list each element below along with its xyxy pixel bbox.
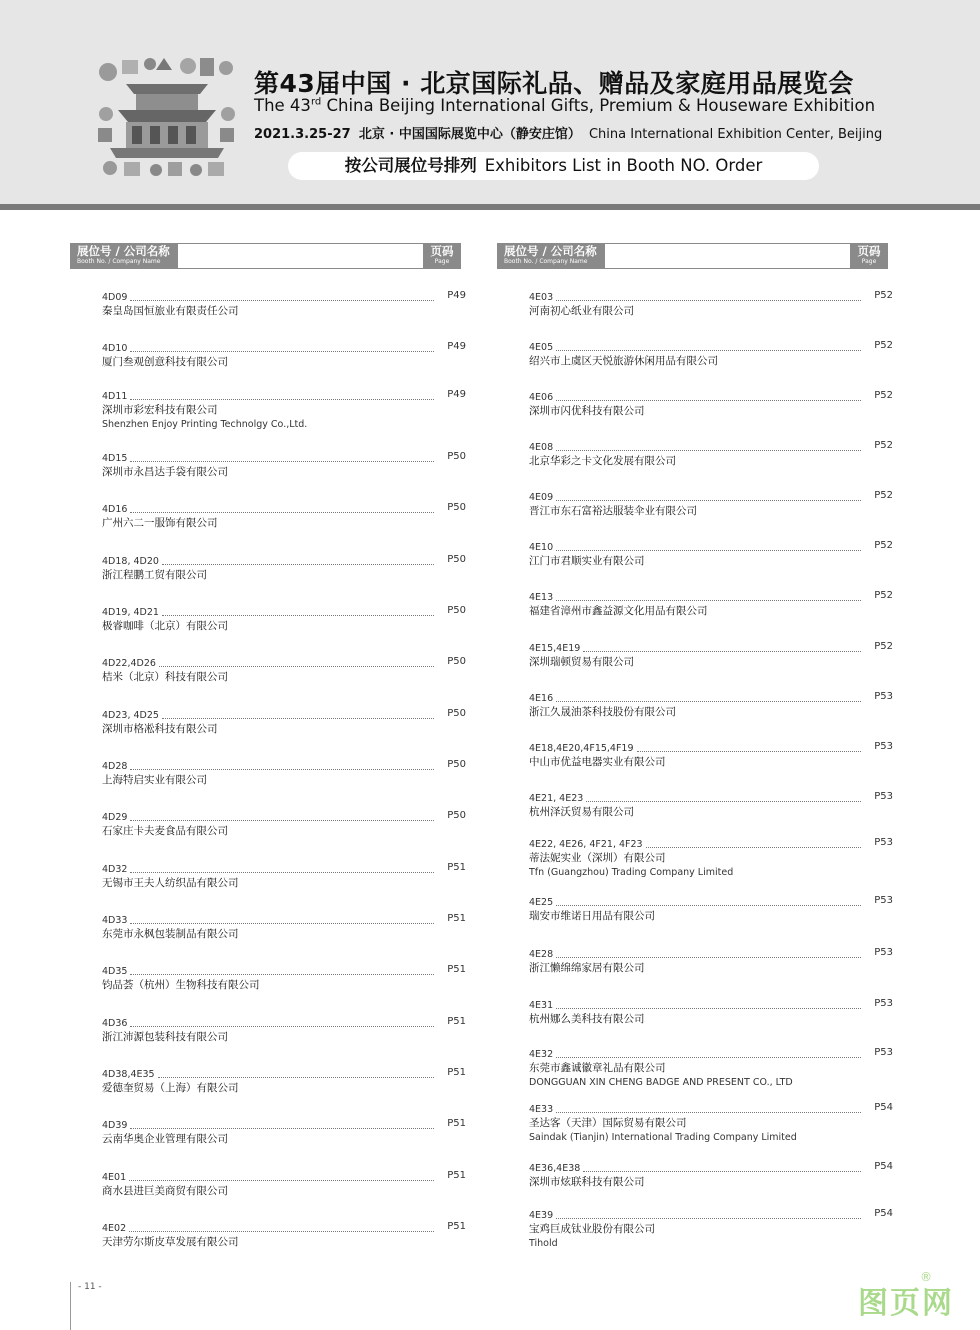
booth-number: 4E22, 4E26, 4F21, 4F23 [529, 839, 643, 850]
page-reference: P51 [447, 1067, 466, 1078]
company-name-en: Tfn (Guangzhou) Trading Company Limited [529, 867, 734, 878]
page-reference: P50 [447, 708, 466, 719]
dot-leader [637, 751, 861, 752]
dot-leader [130, 300, 434, 301]
page-reference: P51 [447, 964, 466, 975]
booth-number: 4E03 [529, 292, 554, 303]
company-name-cn: 云南华奥企业管理有限公司 [102, 1133, 228, 1145]
exhibitor-entry [529, 290, 893, 319]
dot-leader [130, 1026, 434, 1027]
booth-number: 4D39 [102, 1120, 128, 1131]
page-reference: P53 [874, 741, 893, 752]
exhibitor-entry [102, 708, 466, 737]
exhibitor-entry [529, 1208, 893, 1251]
page-reference: P54 [874, 1102, 893, 1113]
booth-number: 4E08 [529, 442, 554, 453]
page-label-cn: 页码 [430, 244, 454, 258]
exhibitor-entry [102, 502, 466, 531]
booth-number: 4D10 [102, 343, 128, 354]
exhibitor-entry [102, 1221, 466, 1250]
left-column-header [70, 243, 461, 269]
dot-leader [130, 820, 434, 821]
exhibition-logo-icon [96, 54, 238, 178]
dot-leader [130, 923, 434, 924]
company-name-cn: 浙江久晟油茶科技股份有限公司 [529, 706, 676, 718]
page-reference: P50 [447, 502, 466, 513]
booth-company-label-cn: 展位号 / 公司名称 [77, 244, 170, 258]
dot-leader [646, 847, 861, 848]
booth-company-label-en: Booth No. / Company Name [504, 258, 588, 265]
venue-name-en: China International Exhibition Center, Beijing [588, 127, 883, 142]
booth-number: 4E39 [529, 1210, 554, 1221]
dot-leader [159, 666, 434, 667]
page-label [423, 243, 461, 269]
exhibition-title-en [254, 96, 876, 115]
booth-number: 4D29 [102, 812, 128, 823]
dot-leader [130, 974, 434, 975]
dot-leader [130, 512, 434, 513]
company-name-en: Shenzhen Enjoy Printing Technolgy Co.,Ltd. [102, 419, 308, 430]
company-name-cn: 秦皇岛国恒旅业有限责任公司 [102, 305, 239, 317]
company-name-en: Tihold [529, 1238, 558, 1249]
dot-leader [556, 1112, 861, 1113]
dot-leader [130, 1128, 434, 1129]
booth-number: 4E36,4E38 [529, 1163, 581, 1174]
watermark [858, 1270, 954, 1322]
dot-leader [556, 400, 861, 401]
booth-company-label [70, 243, 178, 269]
banner-title-en: Exhibitors List in Booth NO. Order [484, 156, 763, 175]
booth-number: 4E02 [102, 1223, 127, 1234]
exhibitor-entry [102, 290, 466, 319]
booth-number: 4D32 [102, 864, 128, 875]
booth-number: 4E31 [529, 1000, 554, 1011]
booth-number: 4E33 [529, 1104, 554, 1115]
company-name-cn: 桔米（北京）科技有限公司 [102, 671, 228, 683]
dot-leader [162, 615, 434, 616]
exhibitor-entry [102, 341, 466, 370]
company-name-cn: 天津劳尔斯皮草发展有限公司 [102, 1236, 239, 1248]
dot-leader [556, 450, 861, 451]
exhibitor-entry [102, 554, 466, 583]
booth-number: 4D28 [102, 761, 128, 772]
booth-number: 4D36 [102, 1018, 128, 1029]
page-reference: P53 [874, 998, 893, 1009]
column-header-bar [178, 243, 423, 269]
dot-leader [583, 1171, 861, 1172]
page-label-en: Page [434, 258, 450, 265]
exhibitor-entry [102, 759, 466, 788]
page-reference: P53 [874, 691, 893, 702]
company-name-cn: 绍兴市上虞区天悦旅游休闲用品有限公司 [529, 355, 718, 367]
company-name-cn: 深圳市永昌达手袋有限公司 [102, 466, 228, 478]
company-name-cn: 深圳市格凇科技有限公司 [102, 723, 218, 735]
page-number: - 11 - [78, 1282, 102, 1292]
right-column-header [497, 243, 888, 269]
booth-number: 4E16 [529, 693, 554, 704]
company-name-cn: 圣达客（天津）国际贸易有限公司 [529, 1117, 687, 1129]
booth-number: 4D16 [102, 504, 128, 515]
booth-number: 4E01 [102, 1172, 127, 1183]
company-name-cn: 深圳市闪优科技有限公司 [529, 405, 645, 417]
dot-leader [556, 1057, 861, 1058]
booth-number: 4E13 [529, 592, 554, 603]
dot-leader [556, 550, 861, 551]
company-name-cn: 北京华彩之卡文化发展有限公司 [529, 455, 676, 467]
company-name-cn: 广州六二一服饰有限公司 [102, 517, 218, 529]
company-name-cn: 上海特启实业有限公司 [102, 774, 207, 786]
exhibitor-entry [529, 837, 893, 880]
page-reference: P51 [447, 1170, 466, 1181]
booth-number: 4D11 [102, 391, 128, 402]
exhibitor-entry [529, 691, 893, 720]
company-name-cn: 福建省漳州市鑫益源文化用品有限公司 [529, 605, 708, 617]
venue-name-cn: 北京 · 中国国际展览中心（静安庄馆） [358, 127, 581, 142]
dot-leader [158, 1077, 434, 1078]
company-name-cn: 极睿咖啡（北京）有限公司 [102, 620, 228, 632]
watermark-text: 图页网 [858, 1286, 954, 1321]
registered-mark: ® [920, 1270, 934, 1284]
exhibitor-entry [102, 964, 466, 993]
page-reference: P53 [874, 837, 893, 848]
exhibitor-entry [529, 490, 893, 519]
page-reference: P51 [447, 913, 466, 924]
company-name-cn: 中山市优益电器实业有限公司 [529, 756, 666, 768]
company-name-cn: 深圳市炫联科技有限公司 [529, 1176, 645, 1188]
exhibitor-entry [529, 340, 893, 369]
exhibitor-entry [529, 1047, 893, 1090]
page-reference: P51 [447, 1016, 466, 1027]
page-reference: P52 [874, 390, 893, 401]
exhibitor-entry [102, 1118, 466, 1147]
company-name-cn: 江门市君顺实业有限公司 [529, 555, 645, 567]
page-reference: P52 [874, 590, 893, 601]
booth-number: 4E10 [529, 542, 554, 553]
exhibitor-entry [102, 451, 466, 480]
dot-leader [583, 651, 861, 652]
exhibitor-entry [102, 605, 466, 634]
exhibitor-entry [529, 947, 893, 976]
page-reference: P49 [447, 341, 466, 352]
page-header [0, 0, 980, 204]
booth-number: 4D22,4D26 [102, 658, 156, 669]
page-reference: P51 [447, 862, 466, 873]
company-name-cn: 蒂法妮实业（深圳）有限公司 [529, 852, 666, 864]
exhibitor-entry [102, 1067, 466, 1096]
exhibitor-entry [102, 810, 466, 839]
booth-number: 4E28 [529, 949, 554, 960]
company-name-cn: 杭州泽沃贸易有限公司 [529, 806, 634, 818]
exhibitor-entry [102, 389, 466, 432]
dot-leader [130, 769, 434, 770]
dot-leader [556, 600, 861, 601]
booth-number: 4D19, 4D21 [102, 607, 159, 618]
booth-number: 4E18,4E20,4F15,4F19 [529, 743, 634, 754]
dot-leader [130, 872, 434, 873]
dot-leader [556, 300, 861, 301]
page-reference: P51 [447, 1118, 466, 1129]
title-en-suffix: China Beijing International Gifts, Premium & Houseware Exhibition [321, 96, 876, 115]
dot-leader [556, 1008, 861, 1009]
exhibition-title-cn: 第43届中国 · 北京国际礼品、赠品及家庭用品展览会 [254, 69, 854, 98]
dot-leader [129, 1180, 434, 1181]
dot-leader [586, 801, 861, 802]
company-name-cn: 东莞市鑫诚徽章礼品有限公司 [529, 1062, 666, 1074]
booth-number: 4E21, 4E23 [529, 793, 584, 804]
page-reference: P50 [447, 810, 466, 821]
booth-number: 4D15 [102, 453, 128, 464]
booth-number: 4E15,4E19 [529, 643, 581, 654]
exhibitor-entry [529, 440, 893, 469]
booth-company-label [497, 243, 605, 269]
dot-leader [130, 461, 434, 462]
dot-leader [556, 905, 861, 906]
booth-number: 4E09 [529, 492, 554, 503]
booth-company-label-en: Booth No. / Company Name [77, 258, 161, 265]
page-reference: P49 [447, 389, 466, 400]
exhibitor-entry [102, 1016, 466, 1045]
exhibitor-entry [102, 1170, 466, 1199]
company-name-cn: 商水县进巨美商贸有限公司 [102, 1185, 228, 1197]
booth-company-label-cn: 展位号 / 公司名称 [504, 244, 597, 258]
exhibition-date: 2021.3.25-27 [254, 127, 351, 142]
exhibitor-entry [529, 791, 893, 820]
booth-number: 4D18, 4D20 [102, 556, 159, 567]
dot-leader [556, 957, 861, 958]
list-order-banner [288, 152, 819, 180]
page-reference: P50 [447, 554, 466, 565]
company-name-cn: 东莞市永枫包装制品有限公司 [102, 928, 239, 940]
page-reference: P50 [447, 451, 466, 462]
exhibitor-entry [529, 741, 893, 770]
company-name-cn: 爱德奎贸易（上海）有限公司 [102, 1082, 239, 1094]
page-label-cn: 页码 [857, 244, 881, 258]
exhibitor-entry [529, 895, 893, 924]
page-reference: P52 [874, 440, 893, 451]
page-reference: P52 [874, 290, 893, 301]
folio-rule [70, 1282, 71, 1330]
page-label [850, 243, 888, 269]
page-reference: P52 [874, 490, 893, 501]
dot-leader [556, 701, 861, 702]
booth-number: 4E05 [529, 342, 554, 353]
exhibitor-entry [529, 390, 893, 419]
booth-number: 4E25 [529, 897, 554, 908]
booth-number: 4D33 [102, 915, 128, 926]
page-label-en: Page [861, 258, 877, 265]
title-en-ordinal: rd [310, 96, 322, 108]
page-reference: P49 [447, 290, 466, 301]
booth-number: 4D09 [102, 292, 128, 303]
company-name-cn: 瑞安市维诺日用品有限公司 [529, 910, 655, 922]
company-name-cn: 浙江沛源包装科技有限公司 [102, 1031, 228, 1043]
company-name-cn: 深圳瑞顿贸易有限公司 [529, 656, 634, 668]
dot-leader [556, 1218, 861, 1219]
page-reference: P50 [447, 656, 466, 667]
page-reference: P53 [874, 895, 893, 906]
booth-number: 4E32 [529, 1049, 554, 1060]
exhibitor-entry [529, 998, 893, 1027]
booth-number: 4E06 [529, 392, 554, 403]
company-name-cn: 钧品荟（杭州）生物科技有限公司 [102, 979, 260, 991]
company-name-cn: 河南初心纸业有限公司 [529, 305, 634, 317]
exhibitor-entry [102, 862, 466, 891]
dot-leader [556, 350, 861, 351]
page-reference: P52 [874, 540, 893, 551]
page-reference: P53 [874, 1047, 893, 1058]
exhibition-venue [254, 123, 883, 142]
booth-number: 4D38,4E35 [102, 1069, 155, 1080]
company-name-en: Saindak (Tianjin) International Trading Company Limited [529, 1132, 797, 1143]
company-name-cn: 石家庄卡夫麦食品有限公司 [102, 825, 228, 837]
exhibitor-entry [102, 913, 466, 942]
company-name-cn: 浙江程鹏工贸有限公司 [102, 569, 207, 581]
exhibitor-entry [529, 1161, 893, 1190]
company-name-cn: 杭州娜么美科技有限公司 [529, 1013, 645, 1025]
exhibitor-entry [529, 641, 893, 670]
company-name-cn: 无锡市王夫人纺织品有限公司 [102, 877, 239, 889]
dot-leader [162, 718, 434, 719]
page-reference: P54 [874, 1161, 893, 1172]
page-reference: P52 [874, 340, 893, 351]
dot-leader [130, 399, 434, 400]
dot-leader [162, 564, 434, 565]
booth-number: 4D23, 4D25 [102, 710, 159, 721]
dot-leader [556, 500, 861, 501]
exhibitor-entry [529, 540, 893, 569]
company-name-cn: 厦门叁观创意科技有限公司 [102, 356, 228, 368]
company-name-cn: 宝鸡巨成钛业股份有限公司 [529, 1223, 655, 1235]
page-reference: P50 [447, 605, 466, 616]
page-reference: P54 [874, 1208, 893, 1219]
banner-title-cn: 按公司展位号排列 [344, 156, 477, 175]
exhibitor-entry [102, 656, 466, 685]
dot-leader [129, 1231, 434, 1232]
title-en-prefix: The 43 [254, 96, 311, 115]
column-header-bar [605, 243, 850, 269]
page-reference: P51 [447, 1221, 466, 1232]
exhibitor-entry [529, 590, 893, 619]
company-name-en: DONGGUAN XIN CHENG BADGE AND PRESENT CO., LTD [529, 1077, 793, 1088]
page-reference: P53 [874, 791, 893, 802]
dot-leader [130, 351, 434, 352]
page-reference: P52 [874, 641, 893, 652]
page-reference: P53 [874, 947, 893, 958]
page-reference: P50 [447, 759, 466, 770]
company-name-cn: 浙江懒绵绵家居有限公司 [529, 962, 645, 974]
booth-number: 4D35 [102, 966, 128, 977]
exhibitor-entry [529, 1102, 893, 1145]
company-name-cn: 深圳市彩宏科技有限公司 [102, 404, 218, 416]
header-divider [0, 204, 980, 210]
company-name-cn: 晋江市东石富裕达服装伞业有限公司 [529, 505, 697, 517]
